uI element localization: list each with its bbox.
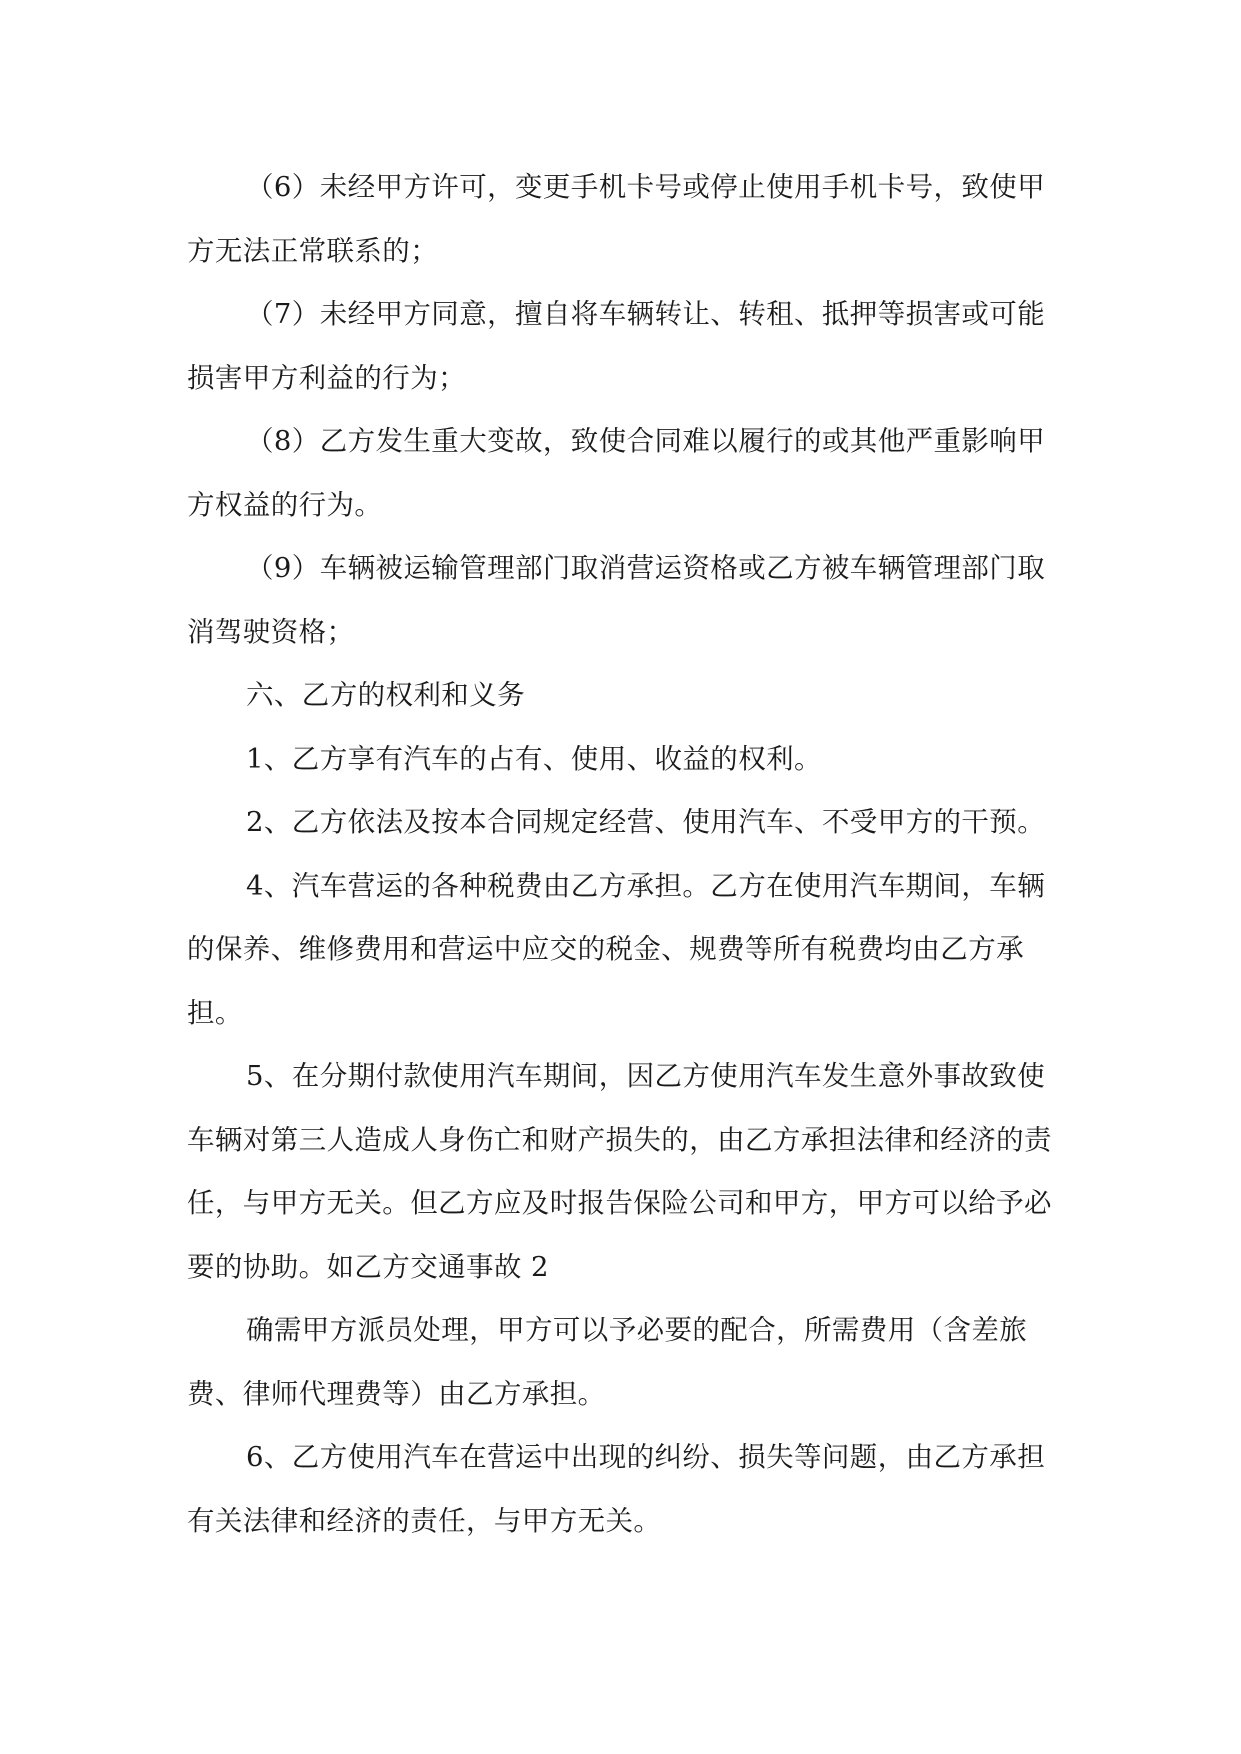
section-heading: 六、乙方的权利和义务 <box>246 679 525 711</box>
rights-item-2-paragraph: 2、乙方依法及按本合同规定经营、使用汽车、不受甲方的干预。 <box>246 806 1046 838</box>
continuation-paragraph: 确需甲方派员处理，甲方可以予必要的配合，所需费用（含差旅费、律师代理费等）由乙方承担。 <box>187 1314 1028 1410</box>
clause-8-paragraph: （8）乙方发生重大变故，致使合同难以履行的或其他严重影响甲方权益的行为。 <box>187 425 1046 521</box>
document-body <box>187 156 1057 1553</box>
rights-item-5-paragraph: 5、在分期付款使用汽车期间，因乙方使用汽车发生意外事故致使车辆对第三人造成人身伤亡和财产损失的，由乙方承担法律和经济的责任，与甲方无关。但乙方应及时报告保险公司和甲方，甲方可以给予必要的协助。如乙方交通事故 2 <box>187 1060 1052 1283</box>
rights-item-6-paragraph: 6、乙方使用汽车在营运中出现的纠纷、损失等问题，由乙方承担有关法律和经济的责任，与甲方无关。 <box>187 1441 1046 1537</box>
rights-item-4-paragraph: 4、汽车营运的各种税费由乙方承担。乙方在使用汽车期间，车辆的保养、维修费用和营运中应交的税金、规费等所有税费均由乙方承担。 <box>187 869 1046 1029</box>
rights-item-1-paragraph: 1、乙方享有汽车的占有、使用、收益的权利。 <box>246 742 822 775</box>
clause-9-paragraph: （9）车辆被运输管理部门取消营运资格或乙方被车辆管理部门取消驾驶资格； <box>187 552 1046 648</box>
clause-6-paragraph: （6）未经甲方许可，变更手机卡号或停止使用手机卡号，致使甲方无法正常联系的； <box>187 171 1046 267</box>
clause-7-paragraph: （7）未经甲方同意，擅自将车辆转让、转租、抵押等损害或可能损害甲方利益的行为； <box>187 298 1046 394</box>
